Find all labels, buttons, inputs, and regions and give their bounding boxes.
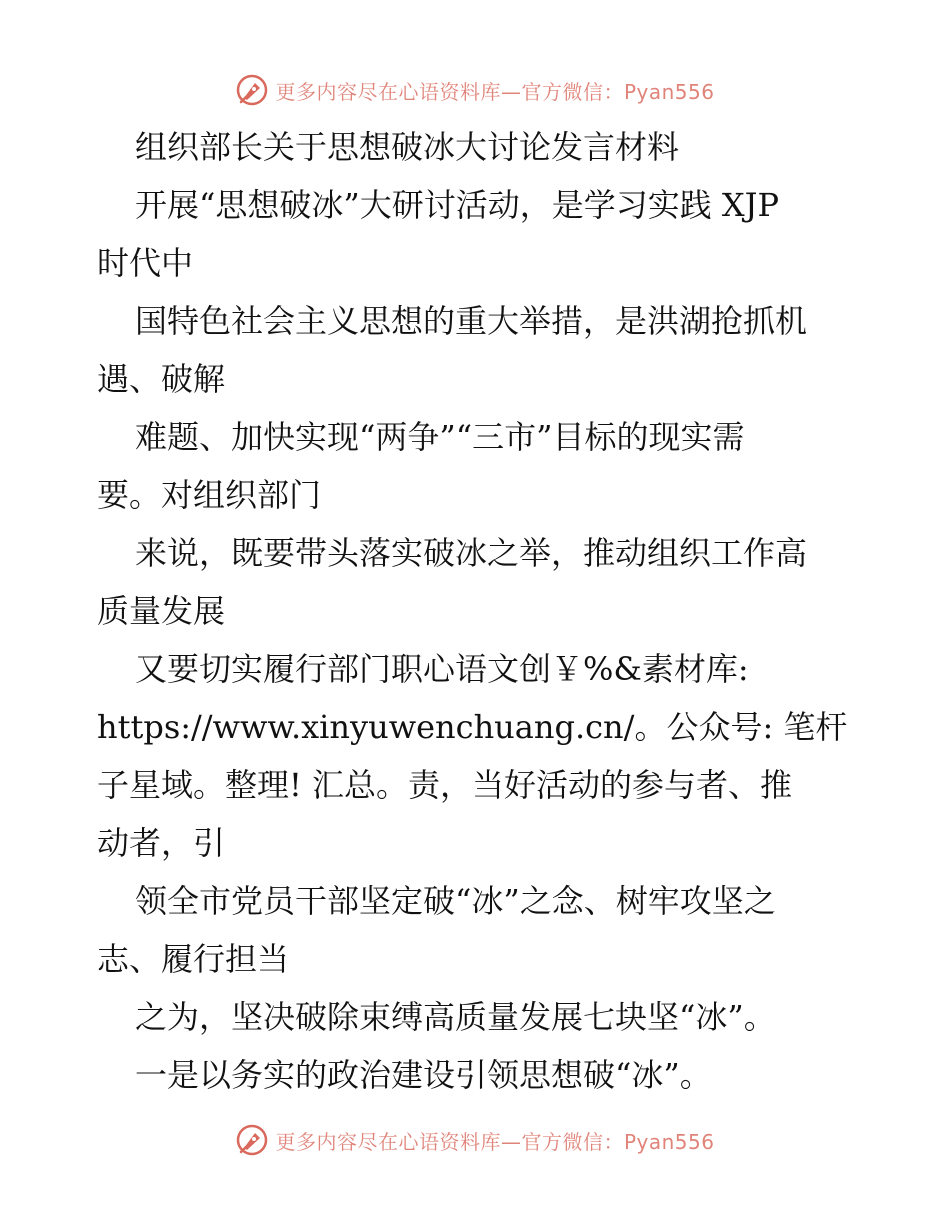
text-line: 子星域。整理! 汇总。责，当好活动的参与者、推 bbox=[97, 766, 793, 804]
text-line: 时代中 bbox=[97, 244, 194, 282]
text-line: 遇、破解 bbox=[97, 360, 226, 398]
text-line: 开展“思想破冰”大研讨活动，是学习实践 XJP bbox=[135, 186, 780, 224]
text-line: 之为，坚决破除束缚高质量发展七块坚“冰”。 bbox=[135, 998, 776, 1036]
text-line: 质量发展 bbox=[97, 592, 226, 630]
document-title-line: 组织部长关于思想破冰大讨论发言材料 bbox=[135, 128, 680, 166]
text-line: 要。对组织部门 bbox=[97, 476, 322, 514]
fountain-pen-nib-icon bbox=[235, 73, 269, 107]
document-body bbox=[97, 118, 857, 1104]
watermark-text: 更多内容尽在心语资料库—官方微信：Pyan556 bbox=[275, 1129, 715, 1154]
text-line: 领全市党员干部坚定破“冰”之念、树牢攻坚之 bbox=[135, 882, 776, 920]
text-line: 国特色社会主义思想的重大举措，是洪湖抢抓机 bbox=[135, 302, 808, 340]
text-line: 来说，既要带头落实破冰之举，推动组织工作高 bbox=[135, 534, 808, 572]
text-line: 动者，引 bbox=[97, 824, 226, 862]
text-line: 难题、加快实现“两争”“三市”目标的现实需 bbox=[135, 418, 745, 456]
watermark-header bbox=[0, 70, 950, 110]
fountain-pen-nib-icon bbox=[235, 1123, 269, 1157]
watermark-text: 更多内容尽在心语资料库—官方微信：Pyan556 bbox=[275, 79, 715, 104]
watermark-footer bbox=[0, 1120, 950, 1160]
text-line: 又要切实履行部门职心语文创￥%&素材库: bbox=[135, 650, 749, 688]
url-text-line: https://www.xinyuwenchuang.cn/。公众号: 笔杆 bbox=[97, 708, 848, 746]
text-line: 志、履行担当 bbox=[97, 940, 290, 978]
text-line: 一是以务实的政治建设引领思想破“冰”。 bbox=[135, 1056, 712, 1094]
